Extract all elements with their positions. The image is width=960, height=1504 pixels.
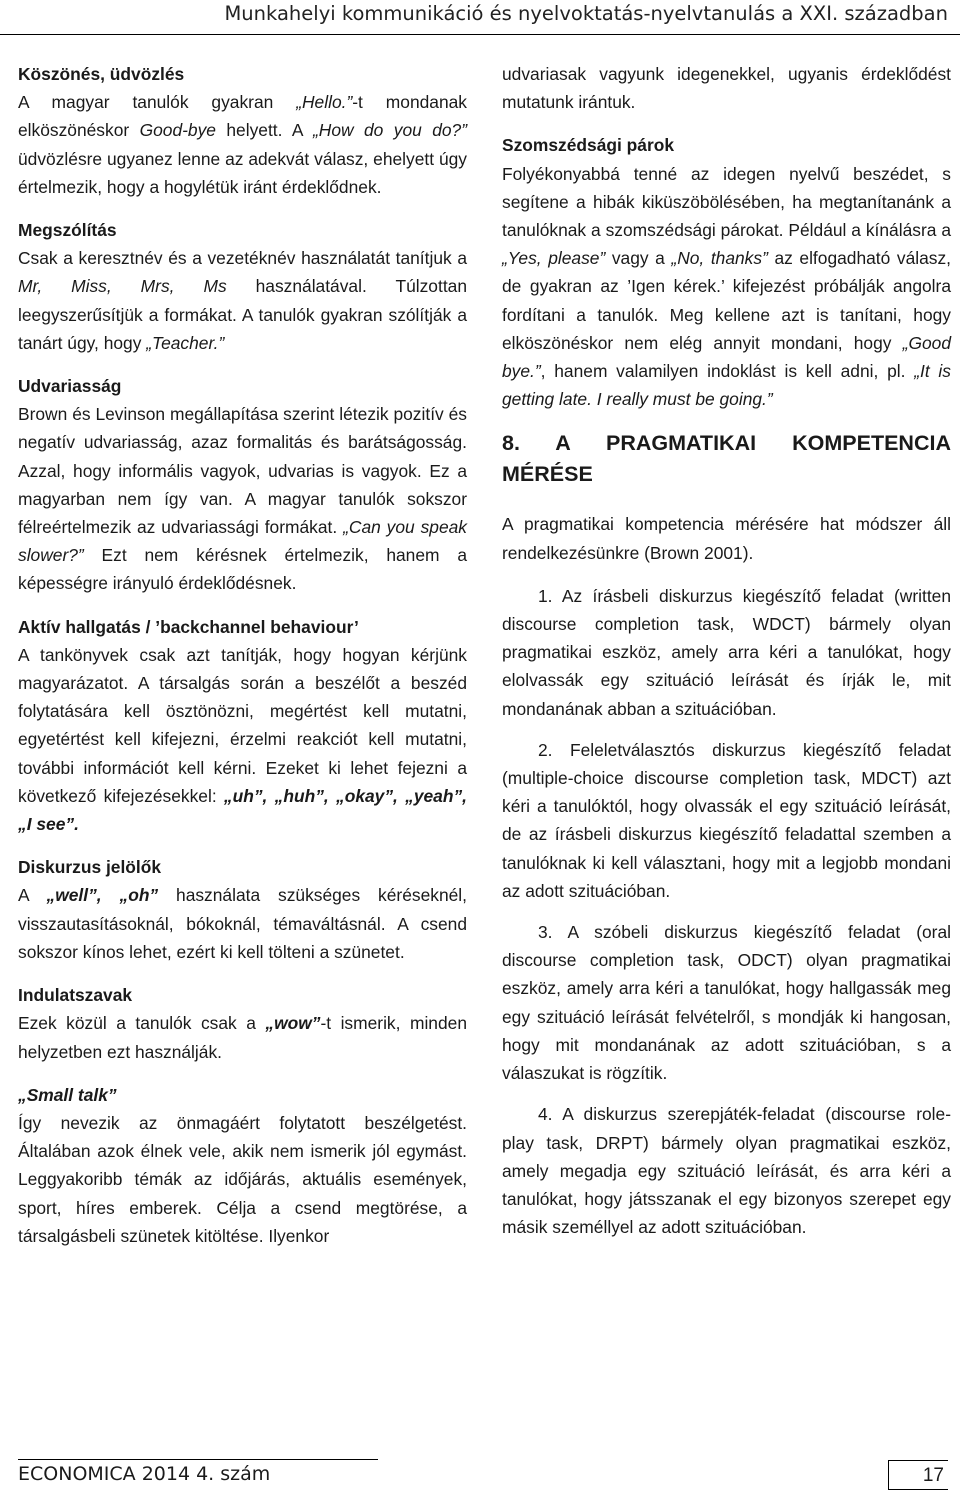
footer-journal: ECONOMICA 2014 4. szám: [18, 1463, 271, 1485]
running-header: Munkahelyi kommunikáció és nyelvoktatás-nyelvtanulás a XXI. században: [224, 2, 948, 25]
section-megszolitas: [18, 216, 467, 357]
section-body: Csak a keresztnév és a vezetéknév használatát tanítjuk a Mr, Miss, Mrs, Ms használatával. Túlzottan leegyszerűsítjük a formákat. A tanulók gyakran szólítják a tanárt úgy, hogy „Teacher.”: [18, 248, 467, 353]
section-title: Udvariasság: [18, 376, 122, 397]
section-body: A „well”, „oh” használata szükséges kéréseknél, visszautasításoknál, bókoknál, témaváltásnál. A csend sokszor kínos lehet, ezért ki kell tölteni a szünetet.: [18, 885, 467, 962]
section-title: Diskurzus jelölők: [18, 857, 162, 878]
section-body: udvariasak vagyunk idegenekkel, ugyanis érdeklődést mutatunk irántuk.: [502, 64, 951, 113]
section-title: Szomszédsági párok: [502, 135, 675, 156]
section-small-talk: [18, 1081, 467, 1250]
section-title: Indulatszavak: [18, 985, 133, 1006]
section-body: Ezek közül a tanulók csak a „wow”-t ismerik, minden helyzetben ezt használják.: [18, 1013, 467, 1062]
section-title: „Small talk”: [18, 1084, 117, 1105]
list-item: 3. A szóbeli diskurzus kiegészítő feladat (oral discourse completion task, ODCT) olyan pragmatikai eszköz, amely arra kéri a tanulókat, hogy hallgassák meg egy szituáció leírását felvételről, s mondják ki hangosan, hogy mit mondanának az adott szituációban, s a válaszukat is rögzítik.: [502, 922, 951, 1084]
section-body: Brown és Levinson megállapítása szerint létezik pozitív és negatív udvariasság, azaz formalitás és barátságosság. Azzal, hogy informális vagyok, udvarias is vagyok. Ez a magyarban nem így van. A magyar tanulók sokszor félreértelmezik az udvariassági formákat. „Can you speak slower?” Ezt nem kérésnek értelmezik, hanem a képességre irányuló érdeklődésnek.: [18, 404, 467, 594]
header-rule: [0, 34, 960, 35]
section-body: Folyékonyabbá tenné az idegen nyelvű beszédet, s segítene a hibák kiküszöbölésében, ha megtanítanánk a tanulóknak a szomszédsági párokat. Például a kínálásra a „Yes, please” vagy a „No, thanks” az elfogadható válasz, de gyakran az ’Igen kérek.’ kifejezést próbálják angolra fordítani a tanulók. Meg kellene azt is tanítani, hogy elköszönéskor nem elég annyit mondani, hogy „Good bye.”, hanem valamilyen indoklást is kell adni, pl. „It is getting late. I really must be going.”: [502, 163, 952, 410]
list-item: 4. A diskurzus szerepjáték-feladat (discourse role-play task, DRPT) bármely olyan pragmatikai eszköz, amely megadja egy szituáció leírását, és arra kéri a tanulókat, hogy játsszanak el egy bizonyos szerepet egy másik személlyel az adott szituációban.: [502, 1104, 951, 1238]
right-column: [502, 60, 951, 1254]
section-indulatszavak: [18, 981, 467, 1066]
footer-rule: [18, 1459, 378, 1460]
section-body: A tankönyvek csak azt tanítják, hogy hogyan kérjünk magyarázatot. A társalgás során a beszélőt a beszéd folytatására kell ösztönözni, megértést kell mutatni, egyetértést kell kifejezni, érzelmi reakciót kell mutatni, további információt kell kérni. Ezeket ki lehet fejezni a következő kifejezésekkel: „uh”, „huh”, „okay”, „yeah”, „I see”.: [18, 644, 467, 835]
list-item: 1. Az írásbeli diskurzus kiegészítő feladat (written discourse completion task, WDCT) bármely olyan pragmatikai eszköz, amely arra kéri a tanulókat, hogy elolvassák egy szituáció leírását és írják le, mit mondanának abban a szituációban.: [502, 585, 951, 719]
section-body: A pragmatikai kompetencia mérésére hat módszer áll rendelkezésünkre (Brown 2001).: [502, 514, 951, 563]
left-column: [18, 60, 467, 1265]
section-aktiv-hallgatas: [18, 613, 467, 839]
continued-paragraph: [502, 60, 951, 116]
section-diskurzus-jelolok: [18, 853, 467, 966]
list-item: 2. Feleletválasztós diskurzus kiegészítő feladat (multiple-choice discourse completion task, MDCT) azt kéri a tanulóktól, hogy olvassák el egy szituáció leírását, de az írásbeli diskurzus kiegészítő feladattal szemben a tanulóknak ki kell választani, hogy mit a legjobb mondani az adott szituációban.: [502, 739, 951, 901]
section-koszones: [18, 60, 467, 201]
section-title: Aktív hallgatás / ’backchannel behaviour’: [18, 616, 359, 637]
section-body: Így nevezik az önmagáért folytatott beszélgetést. Általában azok élnek vele, akik nem ismerik jól egymást. Leggyakoribb témák az időjárás, aktuális események, sport, híres emberek. Célja a csend megtörése, a társalgásbeli szünetek kitöltése. Ilyenkor: [18, 1112, 467, 1246]
section-title: Köszönés, üdvözlés: [18, 64, 185, 84]
intro-paragraph: [502, 510, 951, 566]
chapter-heading: 8. A PRAGMATIKAI KOMPETENCIA MÉRÉSE: [502, 431, 951, 487]
section-szomszedsagi-parok: [502, 131, 951, 413]
page-number: 17: [888, 1460, 948, 1490]
section-body: A magyar tanulók gyakran „Hello.”-t mondanak elköszönéskor Good-bye helyett. A „How do you do?” üdvözlésre ugyanez lenne az adekvát válasz, ehelyett úgy értelmezik, hogy a hogylétük iránt érdeklődnek.: [18, 92, 468, 197]
section-title: Megszólítás: [18, 220, 117, 241]
section-udvariassag: [18, 372, 467, 598]
